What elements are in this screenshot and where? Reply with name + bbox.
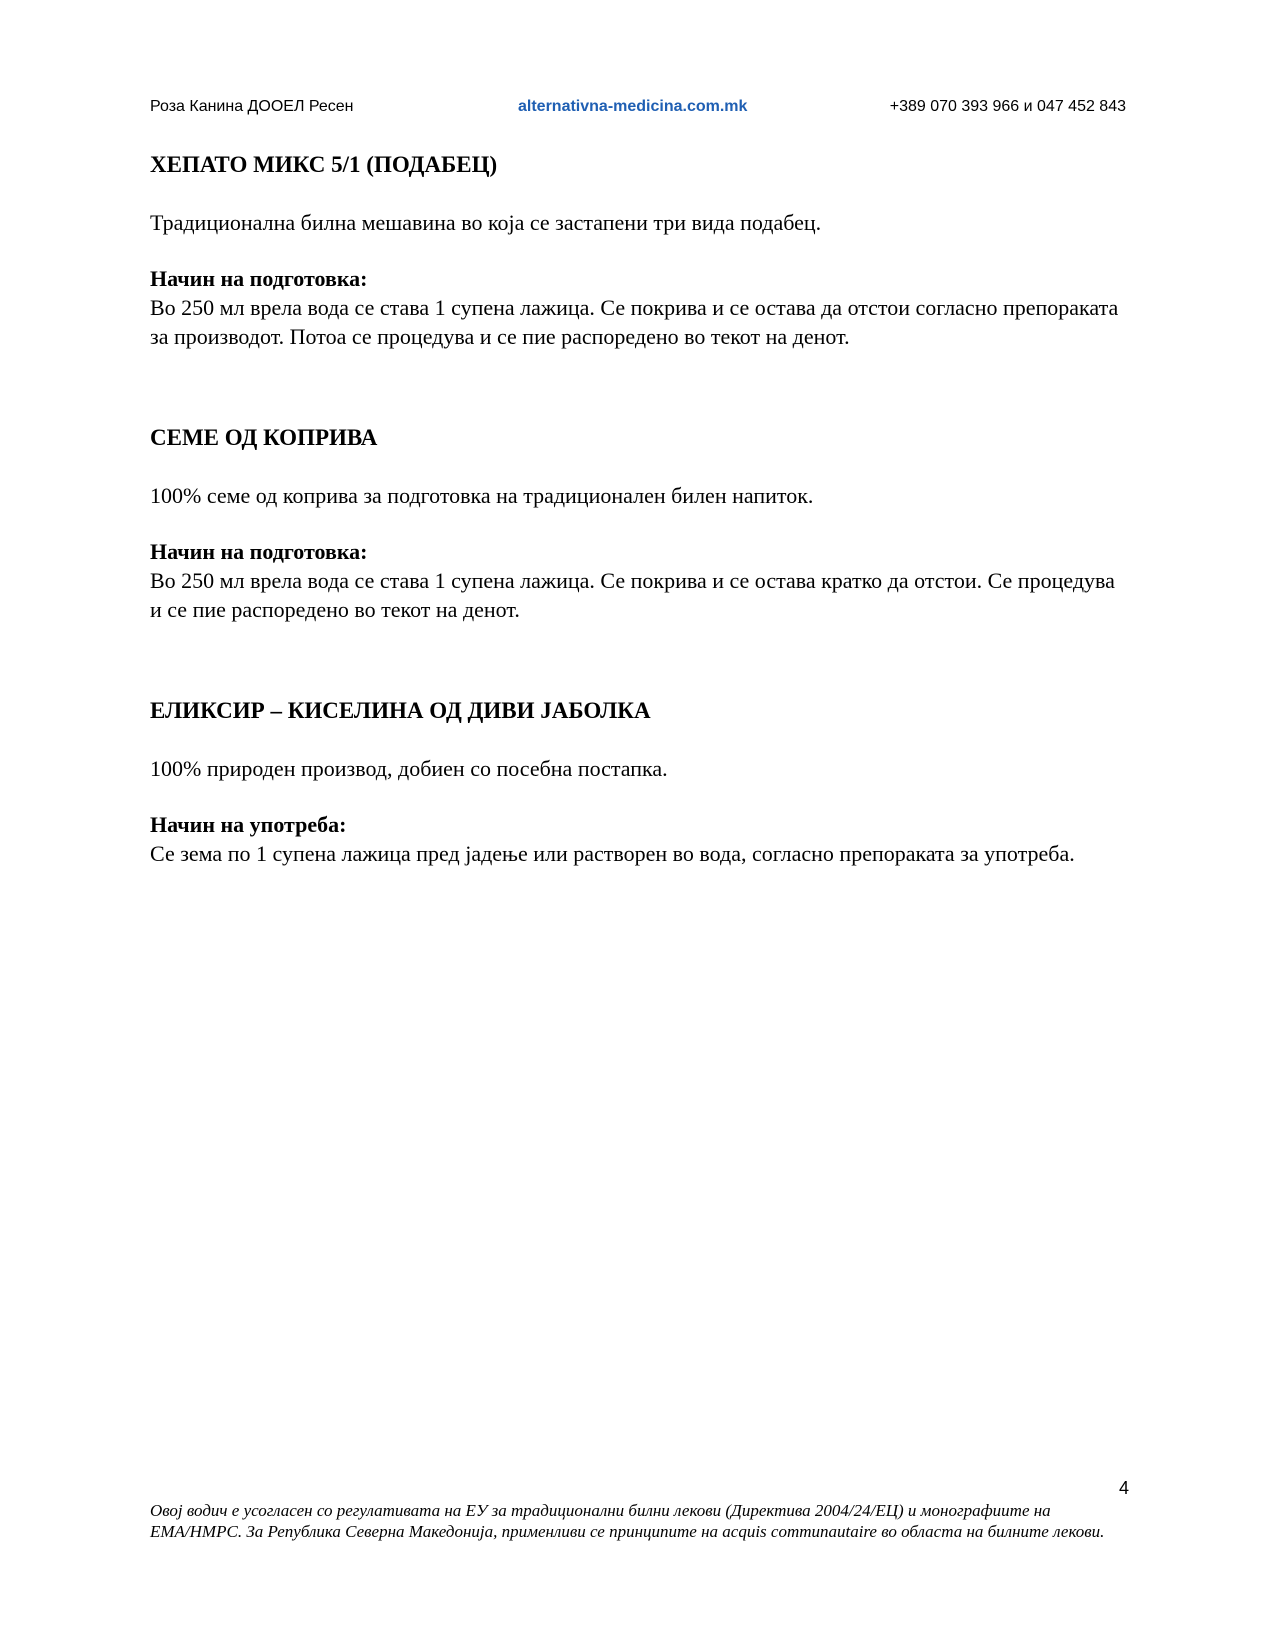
company-name: Роза Канина ДООЕЛ Ресен	[150, 98, 354, 115]
product-description: 100% природен производ, добиен со посебна постапка.	[150, 756, 668, 781]
preparation-text: Во 250 мл врела вода се става 1 супена лажица. Се покрива и се остава кратко да отстои. Се процедува и се пие распоредено во текот на денот.	[150, 568, 1115, 622]
product-title: ХЕПАТО МИКС 5/1 (ПОДАБЕЦ)	[150, 152, 498, 177]
product-title: ЕЛИКСИР – КИСЕЛИНА ОД ДИВИ ЈАБОЛКА	[150, 698, 651, 723]
phone-numbers: +389 070 393 966 и 047 452 843	[889, 98, 1126, 115]
product-title: СЕМЕ ОД КОПРИВА	[150, 425, 378, 450]
page-number: 4	[1118, 1478, 1129, 1498]
usage-text: Се зема по 1 супена лажица пред јадење или растворен во вода, согласно препораката за употреба.	[150, 841, 1075, 866]
website-link[interactable]: alternativna-medicina.com.mk	[518, 98, 748, 115]
preparation-text: Во 250 мл врела вода се става 1 супена лажица. Се покрива и се остава да отстои согласно препораката за производот. Потоа се процедува и се пие распоредено во текот на денот.	[150, 295, 1119, 349]
product-section-hepato-mix	[150, 150, 1126, 351]
preparation-heading: Начин на подготовка:	[150, 266, 368, 291]
product-description: 100% семе од коприва за подготовка на традиционален билен напиток.	[150, 483, 814, 508]
page-header	[150, 98, 1126, 122]
footer-disclaimer: Овој водич е усогласен со регулативата на ЕУ за традиционални билни лекови (Директива 2004/24/ЕЦ) и монографиите на EMA/HMPC. За Република Северна Македонија, применливи се принципите на acquis communautaire во областа на билните лекови.	[150, 1501, 1105, 1541]
product-section-nettle-seed	[150, 423, 1126, 624]
usage-heading: Начин на употреба:	[150, 812, 347, 837]
preparation-heading: Начин на подготовка:	[150, 539, 368, 564]
document-body	[150, 150, 1126, 868]
product-section-apple-elixir	[150, 696, 1126, 868]
product-description: Традиционална билна мешавина во која се застапени три вида подабец.	[150, 210, 822, 235]
